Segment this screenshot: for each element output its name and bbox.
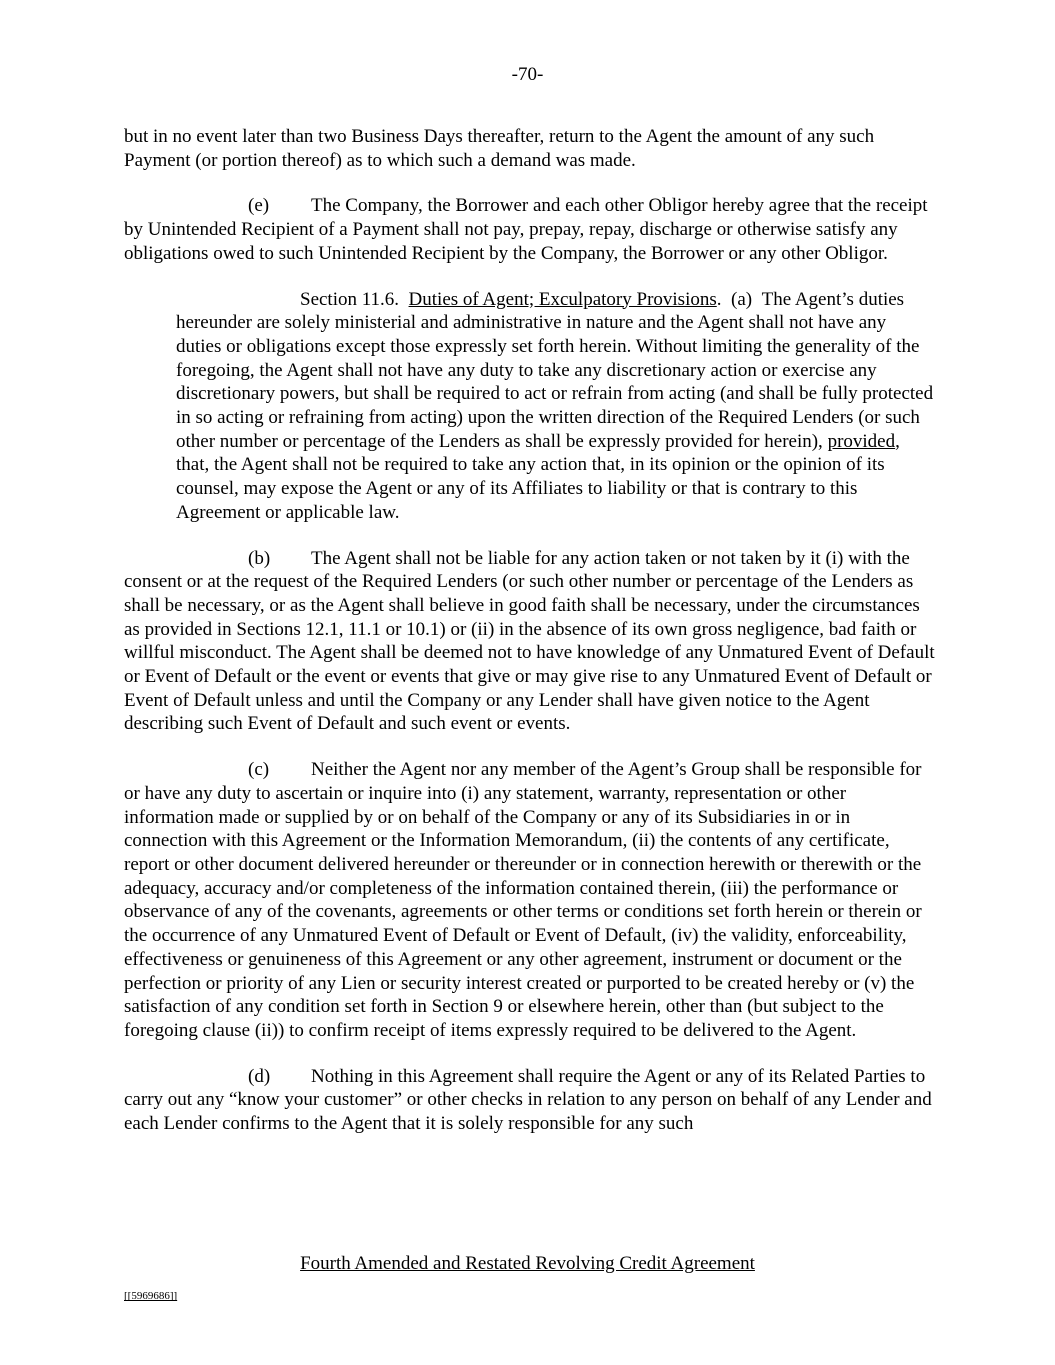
section-heading: Duties of Agent; Exculpatory Provisions [408,288,717,310]
paragraph-e [124,194,936,265]
paragraph-e-text: The Company, the Borrower and each other Obligor hereby agree that the receipt by Unintended Recipient of a Payment shall not pay, prepay, repay, discharge or otherwise satisfy any obligations owed to such Unintended Recipient by the Company, the Borrower or any other Obligor. [124,195,928,264]
section-text-part1: The Agent’s duties hereunder are solely ministerial and administrative in nature and the Agent shall not have any duties or obligations except those expressly set forth herein. Without limiting the generality of the foregoing, the Agent shall not have any duty to take any discretionary action or exercise any discretionary powers, but shall be required to act or refrain from acting (and shall be fully protected in so acting or refraining from acting) upon the written direction of the Required Lenders (or such other number or percentage of the Lenders as shall be expressly provided for herein), [176,288,934,452]
section-11-6 [176,288,936,525]
paragraph-b-label: (b) [248,547,271,569]
paragraph-b-text: The Agent shall not be liable for any action taken or not taken by it (i) with the consent or at the request of the Required Lenders (or such other number or percentage of the Lenders as shall be necessary, or as the Agent shall believe in good faith shall be necessary, under the circumstances as provided in Sections 12.1, 11.1 or 10.1) or (ii) in the absence of its own gross negligence, bad faith or willful misconduct. The Agent shall be deemed not to have knowledge of any Unmatured Event of Default or Event of Default or the event or events that give or may give rise to any Unmatured Event of Default or Event of Default unless and until the Company or any Lender shall have given notice to the Agent describing such Event of Default and such event or events. [124,547,935,735]
paragraph-d-label: (d) [248,1065,271,1087]
paragraph-b [124,547,936,737]
section-number: Section 11.6. [300,288,400,310]
footer-document-title: Fourth Amended and Restated Revolving Credit Agreement [300,1253,755,1274]
section-text-part2: , that, the Agent shall not be required to take any action that, in its opinion or the opinion of its counsel, may expose the Agent or any of its Affiliates to liability or that is contrary to this Agreement or applicable law. [176,430,900,523]
paragraph-d-text: Nothing in this Agreement shall require the Agent or any of its Related Parties to carry out any “know your customer” or other checks in relation to any person on behalf of any Lender and each Lender confirms to the Agent that it is solely responsible for any such [124,1065,932,1135]
page-number: -70- [511,64,544,85]
paragraph-d [124,1065,936,1136]
section-heading-suffix: . [716,288,722,310]
paragraph-continuation: but in no event later than two Business Days thereafter, return to the Agent the amount of any such Payment (or portion thereof) as to which such a demand was made. [124,126,875,171]
section-lead-label: (a) [731,288,753,310]
paragraph-e-label: (e) [248,195,270,217]
paragraph-c [124,758,936,1042]
paragraph-c-text: Neither the Agent nor any member of the Agent’s Group shall be responsible for or have any duty to ascertain or inquire into (i) any statement, warranty, representation or other information made or supplied by or on behalf of the Company or any of its Subsidiaries in or in connection with this Agreement or the Information Memorandum, (ii) the contents of any certificate, report or other document delivered hereunder or thereunder or in connection herewith or therewith or the adequacy, accuracy and/or completeness of the information contained therein, (iii) the performance or observance of any of the covenants, agreements or other terms or conditions set forth herein or therein or the occurrence of any Unmatured Event of Default or Event of Default, (iv) the validity, enforceability, effectiveness or genuineness of this Agreement or any other agreement, instrument or document or the perfection or priority of any Lien or security interest created or purported to be created hereby or (v) the satisfaction of any condition set forth in Section 9 or elsewhere herein, other than (but subject to the foregoing clause (ii)) to confirm receipt of items expressly required to be delivered to the Agent. [124,759,922,1041]
paragraph-c-label: (c) [248,759,270,781]
provided-term: provided [827,430,896,452]
footer-document-id: [[5969686]] [124,1290,178,1302]
document-body [124,125,936,1158]
